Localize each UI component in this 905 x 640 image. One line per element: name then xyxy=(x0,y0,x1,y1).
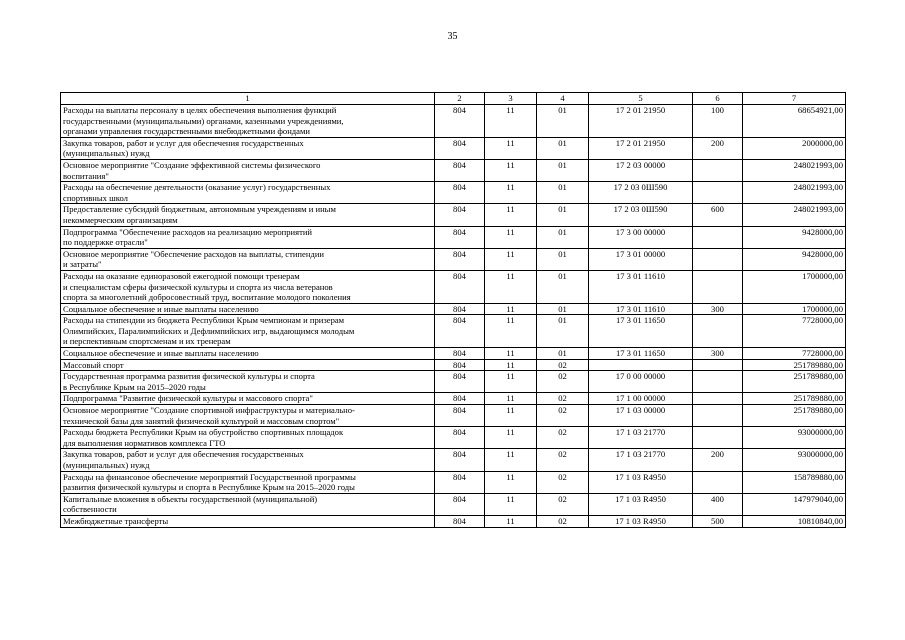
row-subsection-cell: 02 xyxy=(537,371,589,393)
row-target-article-cell: 17 2 03 0Ш590 xyxy=(589,204,693,226)
row-ved-cell: 804 xyxy=(435,405,485,427)
row-target-article-cell: 17 3 01 11610 xyxy=(589,270,693,303)
row-target-article-cell: 17 3 01 11650 xyxy=(589,315,693,348)
row-target-article-cell: 17 3 01 11650 xyxy=(589,348,693,360)
header-cell: 3 xyxy=(485,93,537,105)
row-ved-cell: 804 xyxy=(435,315,485,348)
row-target-article-cell: 17 1 03 R4950 xyxy=(589,471,693,493)
row-name-cell: Подпрограмма "Развитие физической культуры и массового спорта" xyxy=(61,393,435,405)
row-expense-type-cell: 100 xyxy=(693,105,743,138)
row-subsection-cell: 01 xyxy=(537,226,589,248)
table-row xyxy=(61,449,846,471)
row-name-cell: Капитальные вложения в объекты государственной (муниципальной) собственности xyxy=(61,493,435,515)
row-section-cell: 11 xyxy=(485,303,537,315)
row-section-cell: 11 xyxy=(485,248,537,270)
row-ved-cell: 804 xyxy=(435,371,485,393)
row-expense-type-cell xyxy=(693,427,743,449)
budget-table xyxy=(60,92,846,528)
row-expense-type-cell xyxy=(693,182,743,204)
row-target-article-cell: 17 1 03 R4950 xyxy=(589,493,693,515)
row-target-article-cell: 17 0 00 00000 xyxy=(589,371,693,393)
row-amount-cell: 251789880,00 xyxy=(743,405,846,427)
row-amount-cell: 147979040,00 xyxy=(743,493,846,515)
row-amount-cell: 158789880,00 xyxy=(743,471,846,493)
row-expense-type-cell xyxy=(693,471,743,493)
row-section-cell: 11 xyxy=(485,315,537,348)
row-amount-cell: 7728000,00 xyxy=(743,315,846,348)
header-cell: 2 xyxy=(435,93,485,105)
row-section-cell: 11 xyxy=(485,137,537,159)
row-amount-cell: 9428000,00 xyxy=(743,226,846,248)
row-target-article-cell: 17 2 01 21950 xyxy=(589,137,693,159)
row-target-article-cell: 17 2 03 00000 xyxy=(589,159,693,181)
row-ved-cell: 804 xyxy=(435,303,485,315)
row-expense-type-cell xyxy=(693,270,743,303)
row-amount-cell: 251789880,00 xyxy=(743,371,846,393)
row-expense-type-cell xyxy=(693,393,743,405)
row-name-cell: Основное мероприятие "Обеспечение расходов на выплаты, стипендии и затраты" xyxy=(61,248,435,270)
row-section-cell: 11 xyxy=(485,204,537,226)
row-amount-cell: 1700000,00 xyxy=(743,303,846,315)
row-section-cell: 11 xyxy=(485,159,537,181)
row-expense-type-cell: 500 xyxy=(693,515,743,527)
row-section-cell: 11 xyxy=(485,449,537,471)
row-section-cell: 11 xyxy=(485,348,537,360)
row-amount-cell: 2000000,00 xyxy=(743,137,846,159)
row-name-cell: Массовый спорт xyxy=(61,359,435,371)
row-ved-cell: 804 xyxy=(435,105,485,138)
row-target-article-cell: 17 3 01 00000 xyxy=(589,248,693,270)
table-row xyxy=(61,137,846,159)
row-amount-cell: 1700000,00 xyxy=(743,270,846,303)
row-target-article-cell: 17 1 03 00000 xyxy=(589,405,693,427)
row-expense-type-cell: 600 xyxy=(693,204,743,226)
row-subsection-cell: 01 xyxy=(537,303,589,315)
table-row xyxy=(61,159,846,181)
row-subsection-cell: 01 xyxy=(537,105,589,138)
row-amount-cell: 251789880,00 xyxy=(743,393,846,405)
row-section-cell: 11 xyxy=(485,405,537,427)
page-number: 35 xyxy=(447,31,458,42)
header-cell: 1 xyxy=(61,93,435,105)
row-subsection-cell: 01 xyxy=(537,182,589,204)
row-name-cell: Расходы на финансовое обеспечение мероприятий Государственной программы развития физической культуры и спорта в Республике Крым на 2015–2020 годы xyxy=(61,471,435,493)
row-expense-type-cell xyxy=(693,315,743,348)
row-section-cell: 11 xyxy=(485,359,537,371)
row-amount-cell: 248021993,00 xyxy=(743,182,846,204)
table-row xyxy=(61,105,846,138)
row-name-cell: Социальное обеспечение и иные выплаты населению xyxy=(61,348,435,360)
table-row xyxy=(61,204,846,226)
table-row xyxy=(61,248,846,270)
row-name-cell: Межбюджетные трансферты xyxy=(61,515,435,527)
row-expense-type-cell xyxy=(693,405,743,427)
table-row xyxy=(61,315,846,348)
row-expense-type-cell: 400 xyxy=(693,493,743,515)
row-section-cell: 11 xyxy=(485,270,537,303)
row-subsection-cell: 01 xyxy=(537,137,589,159)
row-ved-cell: 804 xyxy=(435,226,485,248)
table-row xyxy=(61,359,846,371)
row-name-cell: Закупка товаров, работ и услуг для обеспечения государственных (муниципальных) нужд xyxy=(61,137,435,159)
row-name-cell: Государственная программа развития физической культуры и спорта в Республике Крым на 2015–2020 годы xyxy=(61,371,435,393)
row-expense-type-cell xyxy=(693,371,743,393)
row-target-article-cell: 17 3 01 11610 xyxy=(589,303,693,315)
row-amount-cell: 68654921,00 xyxy=(743,105,846,138)
row-amount-cell: 7728000,00 xyxy=(743,348,846,360)
row-section-cell: 11 xyxy=(485,471,537,493)
row-ved-cell: 804 xyxy=(435,248,485,270)
row-name-cell: Предоставление субсидий бюджетным, автономным учреждениям и иным некоммерческим организациям xyxy=(61,204,435,226)
row-amount-cell: 9428000,00 xyxy=(743,248,846,270)
row-subsection-cell: 01 xyxy=(537,315,589,348)
table-row xyxy=(61,303,846,315)
row-name-cell: Социальное обеспечение и иные выплаты населению xyxy=(61,303,435,315)
row-expense-type-cell xyxy=(693,226,743,248)
table-row xyxy=(61,427,846,449)
row-section-cell: 11 xyxy=(485,427,537,449)
row-subsection-cell: 02 xyxy=(537,359,589,371)
table-row xyxy=(61,371,846,393)
row-subsection-cell: 02 xyxy=(537,515,589,527)
row-target-article-cell xyxy=(589,359,693,371)
row-section-cell: 11 xyxy=(485,105,537,138)
row-target-article-cell: 17 2 03 0Ш590 xyxy=(589,182,693,204)
row-name-cell: Расходы на стипендии из бюджета Республики Крым чемпионам и призерам Олимпийских, Паралимпийских и Дефлимпийских игр, выдающимся молодым и перспективным спортсменам и их тренерам xyxy=(61,315,435,348)
row-section-cell: 11 xyxy=(485,515,537,527)
row-section-cell: 11 xyxy=(485,182,537,204)
row-subsection-cell: 02 xyxy=(537,405,589,427)
row-ved-cell: 804 xyxy=(435,493,485,515)
row-subsection-cell: 02 xyxy=(537,449,589,471)
row-subsection-cell: 01 xyxy=(537,348,589,360)
table-row xyxy=(61,471,846,493)
header-cell: 6 xyxy=(693,93,743,105)
row-expense-type-cell xyxy=(693,159,743,181)
row-amount-cell: 93000000,00 xyxy=(743,449,846,471)
table-row xyxy=(61,515,846,527)
table-row xyxy=(61,393,846,405)
row-name-cell: Расходы на обеспечение деятельности (оказание услуг) государственных спортивных школ xyxy=(61,182,435,204)
row-ved-cell: 804 xyxy=(435,137,485,159)
row-expense-type-cell xyxy=(693,248,743,270)
row-ved-cell: 804 xyxy=(435,515,485,527)
row-name-cell: Основное мероприятие "Создание спортивной инфраструктуры и материально- технической базы для занятий физической культурой и массовым спортом" xyxy=(61,405,435,427)
row-ved-cell: 804 xyxy=(435,449,485,471)
row-name-cell: Основное мероприятие "Создание эффективной системы физического воспитания" xyxy=(61,159,435,181)
table-row xyxy=(61,348,846,360)
header-cell: 7 xyxy=(743,93,846,105)
header-row xyxy=(61,93,846,105)
row-subsection-cell: 01 xyxy=(537,248,589,270)
row-amount-cell: 93000000,00 xyxy=(743,427,846,449)
row-name-cell: Расходы бюджета Республики Крым на обустройство спортивных площадок для выполнения нормативов комплекса ГТО xyxy=(61,427,435,449)
header-cell: 4 xyxy=(537,93,589,105)
row-expense-type-cell: 300 xyxy=(693,303,743,315)
row-target-article-cell: 17 2 01 21950 xyxy=(589,105,693,138)
row-expense-type-cell: 200 xyxy=(693,449,743,471)
row-target-article-cell: 17 1 03 21770 xyxy=(589,449,693,471)
row-amount-cell: 248021993,00 xyxy=(743,159,846,181)
row-ved-cell: 804 xyxy=(435,393,485,405)
row-amount-cell: 10810840,00 xyxy=(743,515,846,527)
row-target-article-cell: 17 1 03 21770 xyxy=(589,427,693,449)
row-ved-cell: 804 xyxy=(435,204,485,226)
row-subsection-cell: 02 xyxy=(537,393,589,405)
row-ved-cell: 804 xyxy=(435,270,485,303)
table-row xyxy=(61,226,846,248)
row-subsection-cell: 02 xyxy=(537,493,589,515)
row-subsection-cell: 02 xyxy=(537,471,589,493)
row-expense-type-cell: 200 xyxy=(693,137,743,159)
row-section-cell: 11 xyxy=(485,393,537,405)
row-target-article-cell: 17 1 00 00000 xyxy=(589,393,693,405)
row-amount-cell: 248021993,00 xyxy=(743,204,846,226)
row-section-cell: 11 xyxy=(485,371,537,393)
row-subsection-cell: 01 xyxy=(537,204,589,226)
row-name-cell: Расходы на выплаты персоналу в целях обеспечения выполнения функций государственными (муниципальными) органами, казенными учреждениями, органами управления государственными внебюджетными фондами xyxy=(61,105,435,138)
row-ved-cell: 804 xyxy=(435,182,485,204)
row-target-article-cell: 17 1 03 R4950 xyxy=(589,515,693,527)
row-amount-cell: 251789880,00 xyxy=(743,359,846,371)
row-target-article-cell: 17 3 00 00000 xyxy=(589,226,693,248)
row-expense-type-cell: 300 xyxy=(693,348,743,360)
row-ved-cell: 804 xyxy=(435,427,485,449)
row-ved-cell: 804 xyxy=(435,471,485,493)
header-cell: 5 xyxy=(589,93,693,105)
row-expense-type-cell xyxy=(693,359,743,371)
row-name-cell: Закупка товаров, работ и услуг для обеспечения государственных (муниципальных) нужд xyxy=(61,449,435,471)
row-subsection-cell: 02 xyxy=(537,427,589,449)
table-row xyxy=(61,493,846,515)
row-ved-cell: 804 xyxy=(435,359,485,371)
row-name-cell: Подпрограмма "Обеспечение расходов на реализацию мероприятий по поддержке отрасли" xyxy=(61,226,435,248)
row-ved-cell: 804 xyxy=(435,159,485,181)
table-row xyxy=(61,182,846,204)
table-row xyxy=(61,270,846,303)
row-section-cell: 11 xyxy=(485,226,537,248)
table-row xyxy=(61,405,846,427)
row-ved-cell: 804 xyxy=(435,348,485,360)
row-subsection-cell: 01 xyxy=(537,159,589,181)
row-subsection-cell: 01 xyxy=(537,270,589,303)
row-name-cell: Расходы на оказание единоразовой ежегодной помощи тренерам и специалистам сферы физической культуры и спорта из числа ветеранов спорта за многолетний добросовестный труд, воспитание молодого поколения xyxy=(61,270,435,303)
row-section-cell: 11 xyxy=(485,493,537,515)
